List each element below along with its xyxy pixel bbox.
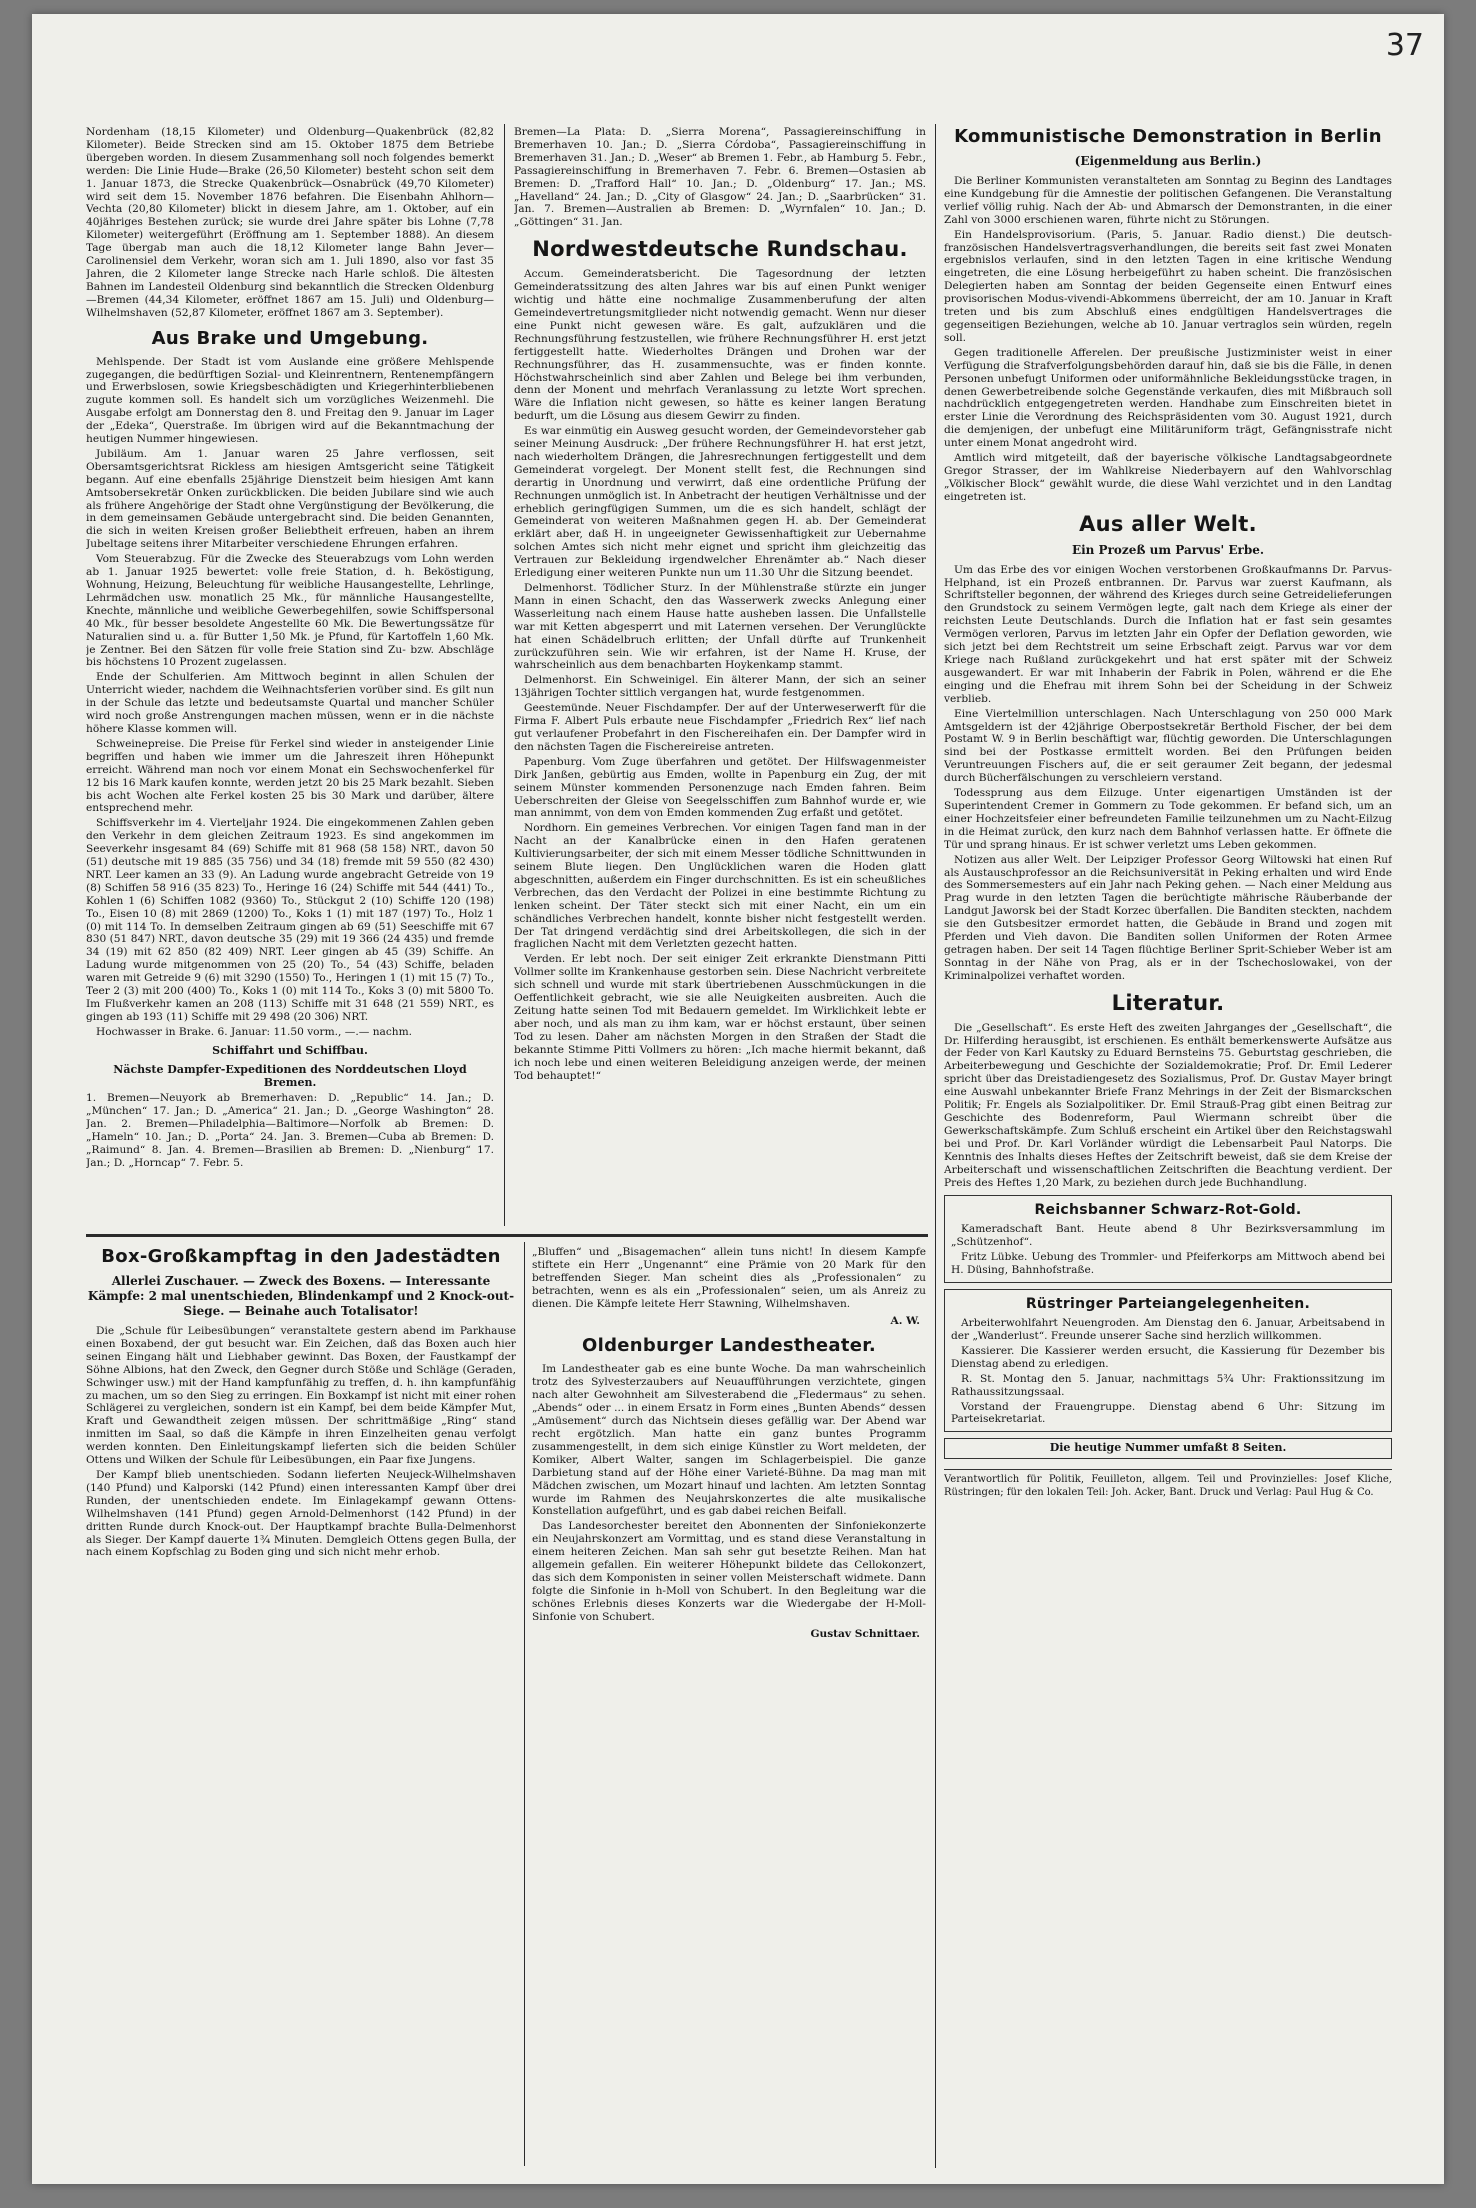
news-paragraph: Delmenhorst. Ein Schweinigel. Ein älterer Mann, der sich an seiner 13jährigen Tochter sittlich vergangen hat, wurde festgenommen. [514, 674, 926, 700]
news-paragraph: Nordhorn. Ein gemeines Verbrechen. Vor einigen Tagen fand man in der Nacht an der Kanalbrücke einen in den Hafen geratenen Kultivierungsarbeiter, der sich mit einem Messer tödliche Schnittwunden in seinem Blute liegen. Den Unglücklichen waren die Hoden glatt abgeschnitten, außerdem ein Finger durchschnitten. Es ist ein scheußliches Verbrechen, das den Verdacht der Polizei in eine bestimmte Richtung zu lenken scheint. Der Täter steckt sich mit einer Nacht, ein um ein schändliches Verbrechen handelt, konnte bisher nicht festgestellt werden. Der Tat dringend verdächtig sind drei Arbeitskollegen, die sich in der fraglichen Nacht mit dem Verletzten gezecht hatten. [514, 822, 926, 951]
news-paragraph: Eine Viertelmillion unterschlagen. Nach Unterschlagung von 250 000 Mark Amtsgeldern ist der 42jährige Oberpostsekretär Berthold Fischer, der bei dem Postamt W. 9 in Berlin beschäftigt war, flüchtig geworden. Die Unterschlagungen sind bei der Postkasse ermittelt worden. Bei den Prüfungen beiden Veruntreuungen Fischers auf, die er seit geraumer Zeit begann, der jedesmal durch Bücherfälschungen zu verschleiern verstand. [944, 707, 1392, 785]
heading-shipping: Schiffahrt und Schiffbau. [212, 1043, 368, 1057]
heading-reichsbanner: Reichsbanner Schwarz-Rot-Gold. [1034, 1202, 1302, 1219]
notice-paragraph: R. St. Montag den 5. Januar, nachmittags 5¾ Uhr: Fraktionssitzung im Rathaussitzungssaal. [951, 1372, 1385, 1398]
party-notices [951, 1317, 1385, 1426]
heading-theater: Oldenburger Landestheater. [582, 1335, 876, 1357]
article-paragraph: Die „Schule für Leibesübungen“ veranstaltete gestern abend im Parkhause einen Boxabend, der gut besucht war. Ein Zeichen, daß das Boxen auch hier seinen Eingang hält und Liebhaber gewinnt. Das Boxen, der Faustkampf der Söhne Albions, hat den Zweck, den Gegner durch Stöße und Schläge (Geraden, Schwinger usw.) mit der Hand kampfunfähig zu treffen, d. h. ihn kampfunfähig zu machen, um so den Sieg zu erringen. Ein Boxkampf ist nicht mit einer rohen Schlägerei zu vergleichen, sondern ist ein Kampf, bei dem beide Kämpfer Mut, Kraft und Gewandtheit zeigen müssen. Der schrittmäßige „Ring“ stand inmitten im Saal, so daß die Kämpfe in ihren Einzelheiten genau verfolgt werden konnten. Den Einleitungskampf lieferten sich die beiden Schüler Ottens und Wilken der Schule für Leibesübungen, ein Paar fixe Jungens. [86, 1325, 516, 1467]
notice-paragraph: Fritz Lübke. Uebung des Trommler- und Pfeiferkorps am Mittwoch abend bei H. Düsing, Bahnhofstraße. [951, 1251, 1385, 1277]
column-middle-bottom [532, 1246, 926, 2166]
brake-news-list [86, 356, 494, 1039]
reichsbanner-box [944, 1195, 1392, 1283]
heading-aus-aller-welt: Aus aller Welt. [1079, 511, 1257, 536]
heading-party-affairs: Rüstringer Parteiangelegenheiten. [1025, 1296, 1311, 1313]
notice-paragraph: Kameradschaft Bant. Heute abend 8 Uhr Bezirksversammlung im „Schützenhof“. [951, 1223, 1385, 1249]
page-number: 37 [1385, 28, 1424, 63]
author-signature: Gustav Schnittaer. [810, 1627, 920, 1640]
section-rule [86, 1234, 928, 1237]
party-box [944, 1289, 1392, 1432]
page-count-notice: Die heutige Nummer umfaßt 8 Seiten. [944, 1438, 1392, 1459]
world-news-list [944, 564, 1392, 983]
column-rule [504, 124, 505, 1226]
news-paragraph: Schweinepreise. Die Preise für Ferkel sind wieder in ansteigender Linie begriffen und haben wie immer um die Jahreszeit ihren Höhepunkt erreicht. Während man noch vor einem Monat ein Sechswochenferkel für 12 bis 16 Mark kaufen konnte, werden jetzt 20 bis 25 Mark bezahlt. Sieben bis acht Wochen alte Ferkel kosten 25 bis 30 Mark und darüber, ältere entsprechend mehr. [86, 737, 494, 815]
reichsbanner-notices [951, 1223, 1385, 1277]
news-paragraph: Es war einmütig ein Ausweg gesucht worden, der Gemeindevorsteher gab seiner Meinung Ausdruck: „Der frühere Rechnungsführer H. hat erst jetzt, nach wiederholtem Drängen, die Jahresrechnungen fertiggestellt und dem Gemeinderat vorgelegt. Der Monent stellt fest, die Rechnungen sind derartig in Unordnung und verwirrt, daß eine ordentliche Prüfung der Rechnungen unmöglich ist. In Anbetracht der heutigen Verhältnisse und der erheblich geringfügigen Summen, um die es sich handelt, schlägt der Gemeinderat von weiteren Maßnahmen gegen H. ab. Der Gemeinderat erklärt aber, daß H. in ungeeigneter Gewissenhaftigkeit zur Uebernahme solchen Amtes sich nicht mehr eignet und spricht ihm gleichzeitig das Vertrauen zur Bekleidung irgendwelcher Ehrenämter ab.“ Nach dieser Erledigung einer weiteren Punkte nun um 11.30 Uhr die Sitzung beendet. [514, 425, 926, 580]
shipping-schedule-continued: Bremen—La Plata: D. „Sierra Morena“, Passagiereinschiffung in Bremerhaven 10. Jan.; D. „Sierra Córdoba“, Passagiereinschiffung in Bremerhaven 31. Jan.; D. „Weser“ ab Bremen 1. Febr., ab Hamburg 5. Febr., Passagiereinschiffung in Bremerhaven 7. Febr. 6. Bremen—Ostasien ab Bremen: D. „Trafford Hall“ 10. Jan.; D. „Oldenburg“ 17. Jan.; MS. „Havelland“ 24. Jan.; D. „City of Glasgow“ 24. Jan.; D. „Saarbrücken“ 31. Jan. 7. Bremen—Australien ab Bremen: D. „Wyrnfalen“ 10. Jan.; D. „Göttingen“ 31. Jan. [514, 126, 926, 229]
article-paragraph: Das Landesorchester bereitet den Abonnenten der Sinfoniekonzerte ein Neujahrskonzert am Vormittag, und es stand diese Veranstaltung in einem heiteren Zeichen. Man sah sehr gut besetzte Reihen. Man hat allgemein gefallen. Ein weiterer Höhepunkt bildete das Cellokonzert, das sich dem Komponisten in seiner vollen Meisterschaft widmete. Dann folgte die Sinfonie in h-Moll von Schubert. In den Begleitung war die schönes Erlebnis dieses Konzerts war die Wiedergabe der H-Moll-Sinfonie von Schubert. [532, 1520, 926, 1623]
heading-communist-demonstration: Kommunistische Demonstration in Berlin [954, 126, 1382, 147]
news-paragraph: Schiffsverkehr im 4. Vierteljahr 1924. Die eingekommenen Zahlen geben den Verkehr in dem gleichen Zeitraum 1923. Es sind angekommen im Seeverkehr insgesamt 84 (69) Schiffe mit 81 968 (58 158) NRT., davon 50 (51) deutsche mit 19 885 (35 756) und 34 (18) fremde mit 59 550 (82 430) NRT. Leer kamen an 33 (9). An Ladung wurde angebracht Getreide von 19 (8) Schiffen 58 916 (35 823) To., Heringe 16 (24) Schiffe mit 544 (441) To., Kohlen 1 (6) Schiffen 1082 (9360) To., Stückgut 2 (10) Schiffe 120 (198) To., Eisen 10 (8) mit 2869 (1200) To., Koks 1 (1) mit 187 (197) To., Holz 1 (0) mit 114 To. In demselben Zeitraum gingen ab 69 (51) Seeschiffe mit 67 830 (51 847) NRT., davon deutsche 35 (29) mit 19 366 (24 435) und fremde 34 (19) mit 62 850 (82 409) NRT. Leer gingen ab 45 (39) Schiffe. An Ladung wurde mitgenommen von 25 (20) To., 54 (43) Schiffe, beladen waren mit Getreide 9 (6) mit 3290 (1550) To., Heringen 1 (1) mit 15 (7) To., Teer 2 (3) mit 200 (400) To., Koks 1 (0) mit 114 To., Koks 3 (0) mit 5800 To. Im Flußverkehr kamen an 208 (113) Schiffe mit 31 648 (21 559) NRT., es gingen ab 193 (11) Schiffe mit 29 498 (20 306) NRT. [86, 817, 494, 1023]
notice-paragraph: Arbeiterwohlfahrt Neuengroden. Am Dienstag den 6. Januar, Arbeitsabend in der „Wanderlust“. Freunde unserer Sache sind herzlich willkommen. [951, 1317, 1385, 1342]
news-paragraph: Jubiläum. Am 1. Januar waren 25 Jahre verflossen, seit Obersamtsgerichtsrat Rickless am hiesigen Amtsgericht seine Tätigkeit begann. Auf eine ebenfalls 25jährige Dienstzeit beim hiesigen Amt kann Amtsobersekretär Onken zurückblicken. Die beiden Jubilare sind wie auch als frühere Angehörige der Stadt ohne Vergünstigung der Bevölkerung, die in dem gemeinsamen Gebäude untergebracht sind. Die beiden Genannten, die sich in weiten Kreisen großer Beliebtheit erfreuen, haben an ihrem Jubeltage seitens ihrer Mitarbeiter verschiedene Ehrungen erfahren. [86, 447, 494, 551]
heading-brake: Aus Brake und Umgebung. [151, 327, 429, 349]
news-paragraph: Accum. Gemeinderatsbericht. Die Tagesordnung der letzten Gemeinderatssitzung des alten Jahres war bis auf einen Punkt weniger wichtig und hätte eine nochmalige Zusammenberufung der alten Gemeindevertretungsmitglieder nicht notwendig gemacht. Wenn nur dieser eine Punkt nicht gewesen wäre. Es galt, aufzuklären und die Rechnungsführung festzustellen, wie frühere Rechnungsführer H. erst jetzt fertiggestellt hatte. Wiederholtes Drängen und Drohen war der Rechnungsführer, das H. zusammensuchte, was er finden konnte. Höchstwahrscheinlich sind aber Zahlen und Belege bei ihm verbunden, denn der Monent und mehrfach Veranlassung zu letzte Wort sprechen. Wäre die Inflation nicht gewesen, so hätte es keiner langen Beratung bedurft, um die Lösung aus diesem Gewirr zu finden. [514, 268, 926, 423]
news-paragraph: Verden. Er lebt noch. Der seit einiger Zeit erkrankte Dienstmann Pitti Vollmer sollte im Krankenhause gestorben sein. Diese Nachricht verbreitete sich schnell und wurde mit stark übertriebenen Ausschmückungen in die Oeffentlichkeit gebracht, wie sie alle Neuigkeiten ausbreiten. Auch die Zeitung hatte seinen Tod mit Bedauern gemeldet. Im Wirklichkeit lebte er aber noch, und als man zu ihm kam, war er höchst erstaunt, über seinen Tod zu lesen. Daher am nächsten Morgen in den Straßen der Stadt die bekannte Stimme Pitti Vollmers zu hören: „Ich mache hiermit bekannt, daß ich noch lebe und einen weiteren Beleidigung anzeigen werde, der meinen Tod behauptet!“ [514, 953, 926, 1082]
news-paragraph: Um das Erbe des vor einigen Wochen verstorbenen Großkaufmanns Dr. Parvus-Helphand, ist ein Prozeß entbrannen. Dr. Parvus war zuerst Kaufmann, als Schriftsteller begonnen, der während des Krieges durch seine Getreidelieferungen den Grundstock zu seinem Vermögen legte, galt nach dem Kriege als einer der reichsten Leute Deutschlands. Durch die Inflation hat er fast sein gesamtes Vermögen verloren, Parvus im letzten Jahr ein Opfer der Deflation geworden, wie sich jetzt bei dem Rechtstreit um seine Erbschaft zeigt. Parvus war vor dem Kriege nach Rußland zurückgekehrt und hat erst später mit der Schweiz ausgewandert. Er war mit Inhaberin der Fabrik in Polen, während er die Ehe einging und die Ehefrau mit ihrem Sohn bei der Scheidung in der Schweiz verblieb. [944, 563, 1392, 705]
shipping-subheading: Nächste Dampfer-Expeditionen des Norddeutschen Lloyd Bremen. [113, 1062, 467, 1089]
politics-news-list [944, 175, 1392, 504]
news-paragraph: Die Berliner Kommunisten veranstalteten am Sonntag zu Beginn des Landtages eine Kundgebung für die Amnestie der politischen Gefangenen. Die Veranstaltung verlief völlig ruhig. Nach der Ab- und Abmarsch der Demonstranten, in die einer Zahl von 3000 erschienen waren, führte nicht zu Störungen. [944, 175, 1392, 226]
heading-nordwestdeutsche-rundschau: Nordwestdeutsche Rundschau. [532, 237, 908, 262]
news-paragraph: Ein Handelsprovisorium. (Paris, 5. Januar. Radio dienst.) Die deutsch-französischen Handelsvertragsverhandlungen, die bereits seit fast zwei Monaten ergebnislos verlaufen, sind in den letzten Tagen in eine kritische Wendung eingetreten, die eine Lösung herbeigeführt zu haben scheint. Die französischen Delegierten haben am Sonntag der beiden Gegenseite einen Entwurf eines provisorischen Modus-vivendi-Abkommens überreicht, der am 10. Januar in Kraft treten und bis zum Abschluß eines endgültigen Handelsvertrages die gegenseitigen Beziehungen, welche ab 10. Januar vertraglos sein würden, regeln soll. [944, 228, 1392, 344]
column-rule [524, 1242, 525, 2166]
article-paragraph: Der Kampf blieb unentschieden. Sodann lieferten Neujeck-Wilhelmshaven (140 Pfund) und Kalporski (142 Pfund) einen interessanten Kampf über drei Runden, der unentschieden endete. Im Einlagekampf gewann Ottens-Wilhelmshaven (141 Pfund) gegen Arnold-Delmenhorst (142 Pfund) in der dritten Runde durch Knock-out. Der Hauptkampf brachte Bulla-Delmenhorst als Sieger. Der Kampf dauerte 1¾ Minuten. Demgleich Ottens gegen Bulla, der nach einem Kopfschlag zu Boden ging und sich nicht mehr erhob. [86, 1468, 516, 1559]
heading-boxing: Box-Großkampftag in den Jadestädten [101, 1246, 501, 1267]
imprint: Verantwortlich für Politik, Feuilleton, allgem. Teil und Provinzielles: Josef Kliche, Rüstringen; für den lokalen Teil: Joh. Acker, Bant. Druck und Verlag: Paul Hug & Co. [944, 1469, 1392, 1499]
news-paragraph: Gegen traditionelle Afferelen. Der preußische Justizminister weist in einer Verfügung die Strafverfolgungsbehörden darauf hin, daß sie bis die Fälle, in denen Personen unbefugt Uniformen oder uniformähnliche Bekleidungsstücke tragen, in denen Gewerbetreibende solche Gegenstände verkaufen, dies mit Mißbrauch soll nachdrücklich entgegengetreten werden. Handhabe zum Einschreiten bietet in erster Linie die Verordnung des Reichspräsidenten vom 30. August 1921, durch die demjenigen, der unbefugt eine Militäruniform trägt, Gefängnisstrafe nicht unter einem Monat angedroht wird. [944, 346, 1392, 450]
news-paragraph: Vom Steuerabzug. Für die Zwecke des Steuerabzugs vom Lohn werden ab 1. Januar 1925 bewertet: volle freie Station, d. h. Beköstigung, Wohnung, Heizung, Beleuchtung für weibliche Hausangestellte, Lehrlinge, Lehrmädchen usw. monatlich 25 Mk., für männliche Hausangestellte, Knechte, männliche und weibliche Gewerbegehilfen, sowie Schiffspersonal 40 Mk., für besser besoldete Angestellte 60 Mk. Die Bewertungssätze für Naturalien sind u. a. für Butter 1,50 Mk. je Pfund, für Kartoffeln 1,60 Mk. je Zentner. Bei den Sätzen für volle freie Station sind Zu- bzw. Abschläge bis höchstens 10 Prozent zugelassen. [86, 553, 494, 669]
literature-list [944, 1022, 1392, 1190]
news-paragraph: Amtlich wird mitgeteilt, daß der bayerische völkische Landtagsabgeordnete Gregor Strasser, der im Wahlkreise Niederbayern auf den Wahlvorschlag „Völkischer Block“ gewählt wurde, die diese Wahl verzichtet und in den Landtag eingetreten ist. [944, 452, 1392, 503]
column-left-bottom [86, 1246, 516, 2166]
column-rule [935, 124, 936, 2168]
column-middle-top [514, 126, 926, 1224]
news-paragraph: Mehlspende. Der Stadt ist vom Auslande eine größere Mehlspende zugegangen, die bedürftigen Sozial- und Kleinrentnern, Rentenempfängern und Erwerbslosen, sowie Kriegsbeschädigten und Kriegerhinterbliebenen zugute kommen soll. Es handelt sich um vorzügliches Weizenmehl. Die Ausgabe erfolgt am Donnerstag den 8. und Freitag den 9. Januar im Lager der „Edeka“, Querstraße. Im übrigen wird auf die Bekanntmachung der heutigen Nummer hingewiesen. [86, 355, 494, 446]
shipping-schedule: 1. Bremen—Neuyork ab Bremerhaven: D. „Republic“ 14. Jan.; D. „München“ 17. Jan.; D. „America“ 21. Jan.; D. „George Washington“ 28. Jan. 2. Bremen—Philadelphia—Baltimore—Norfolk ab Bremen: D. „Hameln“ 10. Jan.; D. „Porta“ 24. Jan. 3. Bremen—Cuba ab Bremen: D. „Raimund“ 8. Jan. 4. Bremen—Brasilien ab Bremen: D. „Nienburg“ 17. Jan.; D. „Horncap“ 7. Febr. 5. [86, 1092, 494, 1169]
news-paragraph: Notizen aus aller Welt. Der Leipziger Professor Georg Wiltowski hat einen Ruf als Austauschprofessor an die Reichsuniversität in Peking erhalten und wird Ende des Sommersemesters auf ein Jahr nach Peking gehen. — Nach einer Meldung aus Prag wurde in den letzten Tagen die berüchtigte mährische Räuberbande der Landgut Jaworsk bei der Stadt Korzec überfallen. Die Banditen steckten, nachdem sie den Gutsbesitzer ermordet hatten, die Gebäude in Brand und zogen mit Pferden und Vieh davon. Die Banditen sollen Uniformen der Roten Armee getragen haben. Der seit 14 Tagen flüchtige Berliner Sprit-Schieber Weber ist am Sonntag in der Nähe von Prag, als er in der Tschechoslowakei, von der Kriminalpolizei verhaftet worden. [944, 853, 1392, 982]
author-initials: A. W. [890, 1314, 920, 1327]
boxing-article-continued: „Bluffen“ und „Bisagemachen“ allein tuns nicht! In diesem Kampfe stiftete ein Herr „Ungenannt“ eine Prämie von 20 Mark für den betreffenden Sieger. Man scheint dies als „Professionalen“ zu betrachten, wenn es als ein „Professionalen“ seien, um als Anreiz zu dienen. Die Kämpfe leitete Herr Stawning, Wilhelmshaven. [532, 1246, 926, 1310]
news-paragraph: Ende der Schulferien. Am Mittwoch beginnt in allen Schulen der Unterricht wieder, nachdem die Weihnachtsferien vorüber sind. Es gilt nun in der Schule das letzte und bedeutsamste Quartal und mancher Schüler wird noch große Anstrengungen machen müssen, wenn er in die nächste höhere Klasse kommen will. [86, 671, 494, 735]
regional-news-list [514, 268, 926, 1082]
column-right [944, 126, 1392, 2166]
railway-article-continuation: Nordenham (18,15 Kilometer) und Oldenburg—Quakenbrück (82,82 Kilometer). Beide Strecken sind am 15. Oktober 1875 dem Betriebe übergeben worden. In diesem Zusammenhang soll noch folgendes bemerkt werden: Die Linie Hude—Brake (26,50 Kilometer) besteht schon seit dem 1. Januar 1873, die Strecke Quakenbrück—Osnabrück (49,70 Kilometer) wird seit dem 15. November 1876 befahren. Die Eisenbahn Ahlhorn—Vechta (20,80 Kilometer) blickt in diesem Jahre, am 1. Oktober, auf ein 40jähriges Bestehen zurück; sie wurde drei Jahre später bis Lohne (7,78 Kilometer) weitergeführt (Eröffnung am 1. September 1888). An diesem Tage übergab man auch die 18,12 Kilometer lange Bahn Jever—Carolinensiel dem Verkehr, woran sich am 1. Juli 1890, also vor fast 35 Jahren, die 2 Kilometer lange Strecke nach Harle schloß. Die ältesten Bahnen im Landesteil Oldenburg sind bekanntlich die Strecken Oldenburg—Bremen (44,34 Kilometer, eröffnet 1867 am 15. Juli) und Oldenburg—Wilhelmshaven (52,87 Kilometer, eröffnet 1867 am 3. September). [86, 126, 494, 319]
news-paragraph: Die „Gesellschaft“. Es erste Heft des zweiten Jahrganges der „Gesellschaft“, die Dr. Hilferding herausgibt, ist erschienen. Es enthält bemerkenswerte Aufsätze aus der Feder von Karl Kautsky zu Eduard Bernsteins 75. Geburtstag geschrieben, die Arbeiterbewegung und Geschichte der Sozialdemokratie; Prof. Dr. Emil Lederer spricht über das Dreistadiengesetz des Sozialismus, Prof. Dr. Gustav Mayer bringt eine Auswahl unbekannter Briefe Franz Mehrings in der Zeit der Bismarckschen Politik; Fr. Engels als Sozialpolitiker. Dr. Emil Strauß-Prag gibt einen Beitrag zur Geschichte des Bodenreform, Paul Wiermann schreibt über die Gewerkschaftskämpfe. Zum Schluß erscheint ein Artikel über den Reichstagswahl bei und Prof. Dr. Karl Vorländer würdigt die Lebensarbeit Paul Natorps. Die Kenntnis des Inhalts dieses Heftes der Zeitschrift beweist, daß sie dem Kreise der Arbeiterschaft und wissenschaftlichen Zeitschriften die Beachtung verdient. Der Preis des Heftes 1,20 Mark, zu beziehen durch jede Buchhandlung. [944, 1021, 1392, 1189]
news-paragraph: Todessprung aus dem Eilzuge. Unter eigenartigen Umständen ist der Superintendent Cremer in Gommern zu Tode gekommen. Er befand sich, um an einer Hochzeitsfeier einer befreundeten Familie teilzunehmen um zu Nacht-Eilzug in die Heimat zurück, den kurz nach dem Bahnhof verlassen hatte. Er öffnete die Tür und sprang hinaus. Er ist schwer verletzt ums Leben gekommen. [944, 787, 1392, 851]
newspaper-page [32, 14, 1444, 2184]
article-paragraph: Im Landestheater gab es eine bunte Woche. Da man wahrscheinlich trotz des Sylvesterzaubers auf Neuaufführungen verzichtete, gingen nach alter Gewohnheit am Silvesterabend die „Fledermaus“ zu sehen. „Abends“ oder ... in einem Ersatz in Form eines „Bunten Abends“ dessen „Amüsement“ durch das Nichtsein dieses gefällig war. Der Abend war recht ergötzlich. Man hatte ein ganz buntes Programm zusammengestellt, in dem sich einige Künstler zu Wort meldeten, der Komiker, Albert Walter, sangen im Schlagerbeispiel. Die ganze Darbietung stand auf der Höhe einer Varieté-Bühne. Da mag man mit Mädchen zwischen, um Mozart hinauf und lachten. Am letzten Sonntag wurde im Rahmen des Neujahrskonzertes die alte musikalische Konstellation aufgeführt, und es gab dabei reichen Beifall. [532, 1363, 926, 1518]
theater-review [532, 1363, 926, 1623]
notice-paragraph: Kassierer. Die Kassierer werden ersucht, die Kassierung für Dezember bis Dienstag abend zu erledigen. [951, 1344, 1385, 1370]
notice-paragraph: Vorstand der Frauengruppe. Dienstag abend 6 Uhr: Sitzung im Parteisekretariat. [951, 1400, 1385, 1426]
column-left-top [86, 126, 494, 1224]
subheading-parvus: Ein Prozeß um Parvus' Erbe. [1071, 542, 1265, 557]
news-paragraph: Hochwasser in Brake. 6. Januar: 11.50 vorm., —.— nachm. [96, 1025, 412, 1038]
subheading-own-report: (Eigenmeldung aus Berlin.) [1074, 154, 1262, 168]
news-paragraph: Delmenhorst. Tödlicher Sturz. In der Mühlenstraße stürzte ein junger Mann in einen Schacht, den das Wasserwerk zwecks Anlegung einer Wasserleitung nach einem Hause hatte ausheben lassen. Die Unfallstelle war mit Ketten abgesperrt und mit Laternen versehen. Der Verunglückte hat einen Schädelbruch erlitten; der Unfall dürfte auf Trunkenheit zurückzuführen sein. Wie wir erfahren, ist der Name H. Kruse, der wahrscheinlich aus dem benachbarten Hoykenkamp stammt. [514, 582, 926, 672]
boxing-article [86, 1325, 516, 1559]
news-paragraph: Papenburg. Vom Zuge überfahren und getötet. Der Hilfswagenmeister Dirk Janßen, gebürtig aus Emden, wollte in Papenburg ein Zug, der mit seinem Münster kommenden Personenzuge nach Emden fahren. Beim Ueberschreiten der Gleise von Seegelsschiffen zum Bahnhof wurde er, wie man annimmt, von dem von Emden kommenden Zug erfaßt und getötet. [514, 755, 926, 820]
subheading-boxing: Allerlei Zuschauer. — Zweck des Boxens. — Interessante Kämpfe: 2 mal unentschieden, Blindenkampf und 2 Knock-out-Siege. — Beinahe auch Totalisator! [87, 1274, 515, 1318]
heading-literatur: Literatur. [1111, 990, 1225, 1015]
news-paragraph: Geestemünde. Neuer Fischdampfer. Der auf der Unterweserwerft für die Firma F. Albert Puls erbaute neue Fischdampfer „Friedrich Rex“ lief nach gut verlaufener Probefahrt in den Fischereihafen ein. Der Dampfer wird in den nächsten Tagen die Fischereireise antreten. [514, 702, 926, 753]
